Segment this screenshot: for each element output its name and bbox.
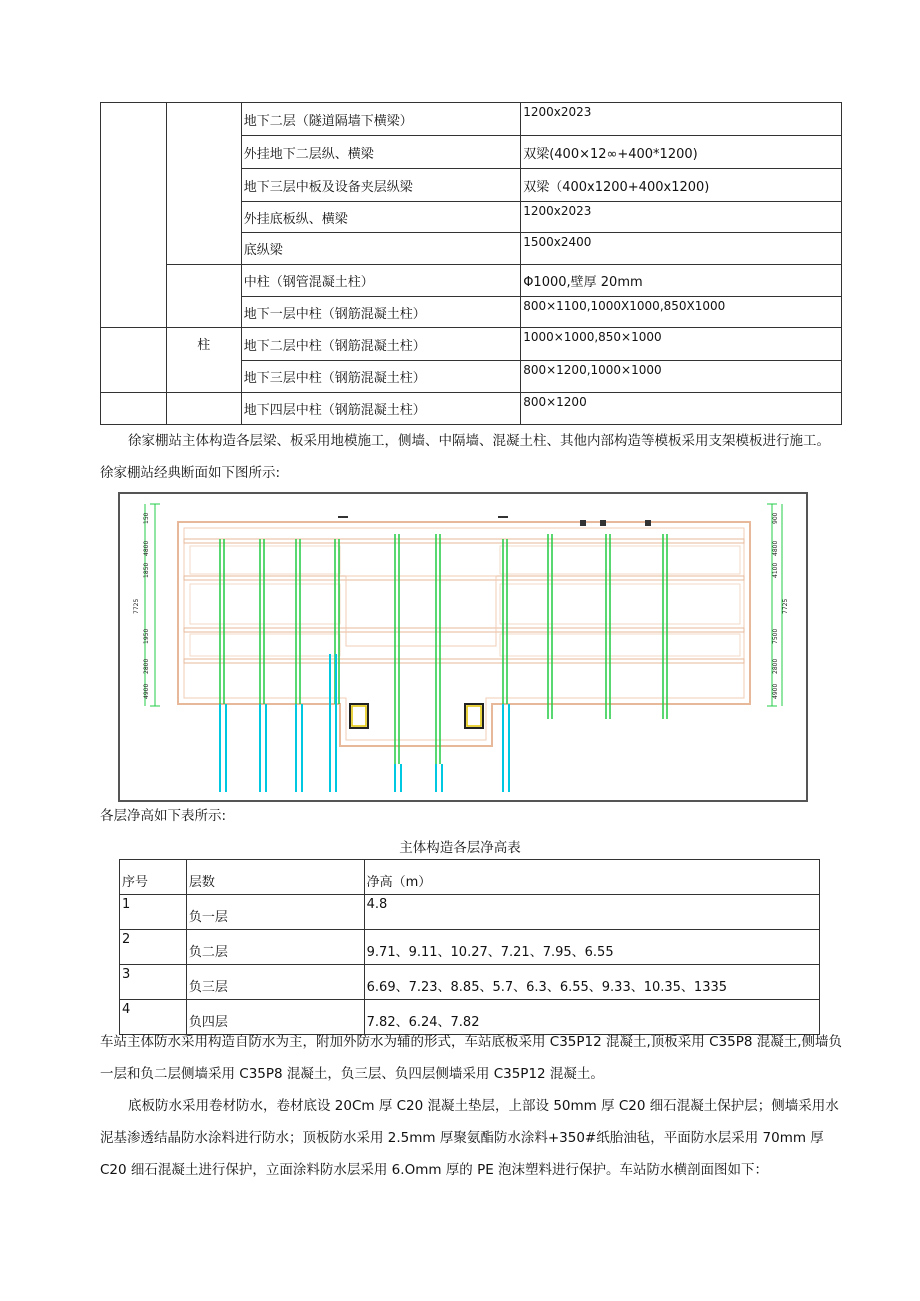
table1-subcategory-blank bbox=[166, 265, 241, 328]
room-outline bbox=[190, 584, 340, 624]
table2-header-cell: 序号 bbox=[120, 860, 187, 895]
table1-size: 800×1200,1000×1000 bbox=[521, 361, 842, 393]
dim-right-label: 4100 bbox=[772, 562, 779, 578]
dim-right-label: 7500 bbox=[772, 628, 779, 644]
waterproof-paragraph-2: 底板防水采用卷材防水，卷材底设 20Cm 厚 C20 混凝土垫层，上部设 50mm 厚 C20 细石混凝土保护层；侧墙采用水泥基渗透结晶防水涂料进行防水；顶板防水采用 2.5mm 厚聚氨酯防水涂料+350#纸胎油毡，平面防水层采用 70mm 厚 C20 细石混凝土进行保护，立面涂料防水层采用 6.Omm 厚的 PE 泡沫塑料进行保护。车站防水横剖面图如下： bbox=[100, 1098, 839, 1178]
table1-category-blank bbox=[101, 393, 167, 425]
table1-size: 双梁(400×12∞+400*1200) bbox=[521, 136, 842, 169]
table2-cell: 负三层 bbox=[186, 965, 364, 1000]
left-dimension-line bbox=[145, 504, 160, 706]
table1-item: 底纵梁 bbox=[241, 233, 520, 265]
table1-item: 中柱（钢管混凝土柱） bbox=[241, 265, 520, 297]
dim-right-label: 7725 bbox=[782, 598, 789, 614]
table2-header-cell: 层数 bbox=[186, 860, 364, 895]
table1-size: 双梁（400x1200+400x1200) bbox=[521, 169, 842, 202]
station-cross-section-figure bbox=[118, 492, 808, 802]
dim-right-label: 4800 bbox=[772, 540, 779, 556]
table2-intro: 各层净高如下表所示: bbox=[100, 808, 227, 824]
table1-size: 1200x2023 bbox=[521, 202, 842, 233]
tunnel-box-left-inner bbox=[352, 706, 366, 726]
table2-cell: 4 bbox=[120, 1000, 187, 1035]
table2-cell: 负四层 bbox=[186, 1000, 364, 1035]
table1-size: 800×1100,1000X1000,850X1000 bbox=[521, 297, 842, 328]
table1-item: 地下三层中柱（钢筋混凝土柱） bbox=[241, 361, 520, 393]
table2-cell: 4.8 bbox=[364, 895, 819, 930]
table1-size: 1000×1000,850×1000 bbox=[521, 328, 842, 361]
table1-item: 地下二层（隧道隔墙下横梁） bbox=[241, 103, 520, 136]
left-dimension-labels bbox=[133, 512, 150, 699]
dim-right-label: 2800 bbox=[772, 658, 779, 674]
table2-cell: 9.71、9.11、10.27、7.21、7.95、6.55 bbox=[364, 930, 819, 965]
dim-left-label: 150 bbox=[143, 512, 150, 524]
tunnel-box-right-inner bbox=[467, 706, 481, 726]
slab-level-3 bbox=[184, 628, 744, 632]
dim-right-label: 4900 bbox=[772, 683, 779, 699]
table2-cell: 2 bbox=[120, 930, 187, 965]
table1-size: Φ1000,壁厚 20mm bbox=[521, 265, 842, 297]
room-outline bbox=[190, 546, 340, 574]
table2-cell: 3 bbox=[120, 965, 187, 1000]
construction-paragraph: 徐家棚站主体构造各层梁、板采用地模施工，侧墙、中隔墙、混凝土柱、其他内部构造等模板采用支架模板进行施工。徐家棚站经典断面如下图所示: bbox=[100, 433, 830, 481]
table1-item: 地下一层中柱（钢筋混凝土柱） bbox=[241, 297, 520, 328]
room-outline bbox=[190, 634, 340, 656]
floor-clear-height-table bbox=[119, 859, 820, 1035]
table2-cell: 6.69、7.23、8.85、5.7、6.3、6.55、9.33、10.35、1335 bbox=[364, 965, 819, 1000]
table1-item: 外挂底板纵、横梁 bbox=[241, 202, 520, 233]
dim-left-label: 4900 bbox=[143, 683, 150, 699]
table1-item: 地下三层中板及设备夹层纵梁 bbox=[241, 169, 520, 202]
dim-left-label: 1850 bbox=[143, 562, 150, 578]
table1-item: 外挂地下二层纵、横梁 bbox=[241, 136, 520, 169]
table1-size: 1200x2023 bbox=[521, 103, 842, 136]
table2-header-cell: 净高（m） bbox=[364, 860, 819, 895]
table1-category-label: 柱 bbox=[166, 328, 241, 393]
table-row bbox=[120, 930, 820, 965]
cross-section-drawing bbox=[120, 494, 806, 800]
dim-left-label: 4800 bbox=[143, 540, 150, 556]
room-outline bbox=[500, 634, 740, 656]
waterproof-paragraph-1: 车站主体防水采用构造自防水为主，附加外防水为辅的形式，车站底板采用 C35P12 混凝土,顶板采用 C35P8 混凝土,侧墙负一层和负二层侧墙采用 C35P8 混凝土，负三层、负四层侧墙采用 C35P12 混凝土。 bbox=[100, 1034, 843, 1082]
table2-cell: 1 bbox=[120, 895, 187, 930]
right-dimension-line bbox=[767, 504, 782, 706]
table2-cell: 7.82、6.24、7.82 bbox=[364, 1000, 819, 1035]
middle-chamber bbox=[346, 576, 496, 646]
table2-cell: 负二层 bbox=[186, 930, 364, 965]
table-row bbox=[120, 895, 820, 930]
slab-level-2 bbox=[184, 576, 744, 580]
table-row bbox=[120, 965, 820, 1000]
dim-right-label: 900 bbox=[772, 512, 779, 524]
table1-category-blank bbox=[101, 103, 167, 328]
table2-cell: 负一层 bbox=[186, 895, 364, 930]
slab-level-4 bbox=[184, 659, 744, 663]
table1-subcategory-blank bbox=[166, 103, 241, 265]
table1-item: 地下二层中柱（钢筋混凝土柱） bbox=[241, 328, 520, 361]
beam-column-size-table bbox=[100, 102, 842, 425]
table1-category-blank bbox=[101, 328, 167, 393]
right-dimension-labels bbox=[772, 512, 789, 699]
dim-left-label: 1950 bbox=[143, 628, 150, 644]
room-outline bbox=[500, 546, 740, 574]
slab-level-1 bbox=[184, 539, 744, 543]
dim-left-label: 7725 bbox=[133, 598, 140, 614]
columns-group bbox=[220, 534, 667, 764]
table1-item: 地下四层中柱（钢筋混凝土柱） bbox=[241, 393, 520, 425]
table2-caption: 主体构造各层净高表 bbox=[399, 840, 521, 856]
table1-subcategory-blank bbox=[166, 393, 241, 425]
room-outline bbox=[500, 584, 740, 624]
dim-left-label: 2800 bbox=[143, 658, 150, 674]
table1-size: 800×1200 bbox=[521, 393, 842, 425]
table1-size: 1500x2400 bbox=[521, 233, 842, 265]
